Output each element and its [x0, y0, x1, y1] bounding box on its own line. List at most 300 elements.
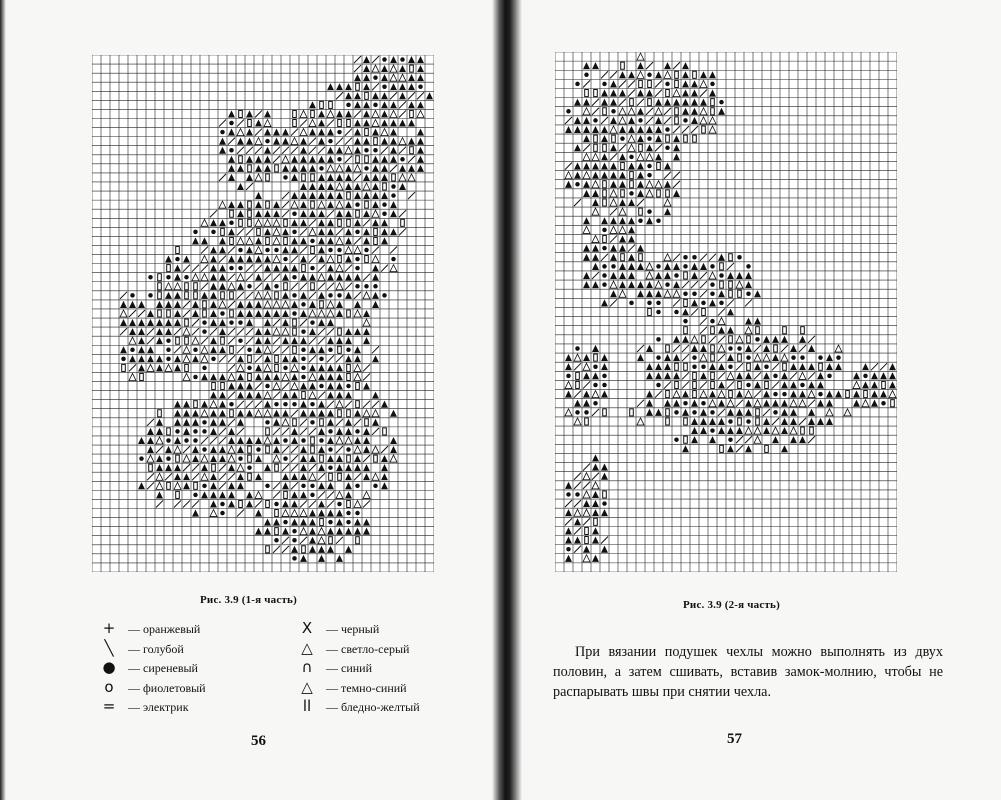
chart-stitch [765, 381, 769, 388]
chart-stitch [754, 391, 761, 398]
chart-stitch [130, 293, 135, 298]
chart-stitch [247, 348, 252, 353]
chart-stitch [291, 265, 298, 272]
chart-stitch [637, 162, 644, 169]
chart-stitch [201, 219, 208, 226]
chart-stitch [282, 210, 289, 217]
chart-stitch [399, 119, 406, 126]
chart-stitch [246, 174, 253, 181]
chart-stitch [282, 473, 289, 480]
chart-stitch [336, 301, 343, 308]
chart-stitch [327, 546, 334, 553]
chart-stitch [408, 119, 415, 126]
chart-stitch [247, 284, 252, 289]
chart-stitch [273, 519, 280, 526]
chart-stitch [329, 101, 333, 108]
chart-stitch [273, 546, 280, 553]
chart-stitch [327, 328, 334, 335]
chart-stitch [619, 172, 626, 179]
chart-stitch [736, 400, 743, 407]
chart-stitch [408, 174, 415, 181]
chart-stitch [646, 117, 653, 124]
chart-stitch [193, 493, 198, 498]
chart-stitch [201, 464, 208, 471]
chart-stitch [675, 71, 679, 78]
chart-stitch [229, 402, 234, 407]
chart-stitch [291, 373, 298, 380]
chart-stitch [237, 428, 244, 435]
chart-stitch [354, 292, 361, 299]
chart-stitch [835, 391, 842, 398]
chart-stitch [201, 274, 208, 281]
chart-stitch [192, 500, 199, 507]
chart-stitch [309, 147, 316, 154]
chart-stitch [754, 318, 761, 325]
chart-stitch [399, 110, 406, 117]
chart-stitch [602, 273, 607, 278]
chart-stitch [381, 174, 388, 181]
chart-stitch [165, 364, 172, 371]
chart-stitch [727, 372, 734, 379]
chart-stitch [246, 110, 253, 117]
chart-stitch [602, 383, 607, 388]
chart-stitch [692, 255, 697, 260]
chart-stitch [300, 519, 307, 526]
chart-stitch [266, 428, 270, 435]
chart-stitch [176, 337, 180, 344]
chart-stitch [345, 210, 352, 217]
chart-stitch [392, 174, 396, 181]
chart-stitch [275, 292, 279, 299]
chart-stitch [309, 328, 316, 335]
chart-stitch [309, 256, 316, 263]
chart-stitch [273, 201, 280, 208]
chart-stitch [664, 117, 671, 124]
chart-stitch [700, 381, 707, 388]
chart-stitch [156, 446, 163, 453]
chart-stitch [354, 346, 361, 353]
chart-stitch [390, 129, 397, 136]
chart-stitch [327, 510, 334, 517]
chart-stitch [390, 410, 397, 417]
chart-stitch [718, 290, 725, 297]
chart-stitch [282, 274, 289, 281]
chart-stitch [882, 381, 886, 388]
chart-stitch [592, 254, 599, 261]
chart-stitch [229, 320, 234, 325]
chart-stitch [228, 373, 235, 380]
chart-stitch [202, 366, 207, 371]
chart-stitch [201, 401, 208, 408]
chart-stitch [363, 83, 370, 90]
chart-stitch [628, 126, 635, 133]
chart-stitch [219, 410, 226, 417]
chart-stitch [246, 500, 253, 507]
chart-stitch [193, 375, 198, 380]
chart-stitch [345, 237, 352, 244]
chart-stitch [283, 456, 288, 461]
chart-stitch [210, 428, 217, 435]
chart-stitch [693, 135, 697, 142]
chart-stitch [318, 129, 325, 136]
chart-stitch [390, 65, 397, 72]
chart-stitch [655, 290, 662, 297]
chart-stitch [372, 192, 379, 199]
chart-stitch [363, 138, 370, 145]
chart-stitch [583, 172, 590, 179]
chart-stitch [129, 319, 136, 326]
chart-grid-right [555, 52, 897, 572]
chart-stitch [219, 464, 226, 471]
page-edge-shadow [0, 0, 6, 800]
chart-stitch [772, 400, 779, 407]
chart-stitch [574, 117, 581, 124]
chart-stitch [619, 99, 626, 106]
chart-stitch [664, 108, 671, 115]
chart-stitch [309, 364, 316, 371]
chart-stitch [183, 482, 190, 489]
chart-stitch [601, 71, 608, 78]
chart-stitch [264, 129, 271, 136]
chart-stitch [602, 501, 607, 506]
chart-stitch [381, 92, 388, 99]
chart-stitch [302, 174, 306, 181]
chart-stitch [655, 89, 662, 96]
chart-stitch [682, 381, 689, 388]
chart-stitch [754, 354, 761, 361]
chart-stitch [310, 320, 315, 325]
chart-stitch [329, 473, 333, 480]
chart-stitch [264, 328, 271, 335]
chart-stitch [354, 165, 361, 172]
chart-stitch [282, 192, 289, 199]
chart-stitch [219, 482, 226, 489]
chart-stitch [138, 346, 145, 353]
chart-stitch [310, 420, 315, 425]
chart-stitch [273, 301, 280, 308]
chart-stitch [700, 281, 707, 288]
chart-stitch [264, 156, 271, 163]
chart-stitch [693, 372, 697, 379]
chart-stitch [192, 446, 199, 453]
chart-stitch [282, 346, 289, 353]
chart-stitch [345, 419, 352, 426]
chart-stitch [300, 410, 307, 417]
chart-stitch [354, 119, 361, 126]
chart-stitch [327, 528, 334, 535]
chart-stitch [664, 254, 671, 261]
chart-stitch [255, 192, 262, 199]
chart-stitch [318, 473, 325, 480]
chart-stitch [372, 301, 379, 308]
chart-stitch [691, 436, 698, 443]
chart-stitch [363, 74, 370, 81]
chart-stitch [630, 409, 634, 416]
chart-stitch [292, 538, 297, 543]
chart-stitch [309, 119, 316, 126]
chart-stitch [790, 400, 797, 407]
chart-stitch [282, 383, 289, 390]
chart-stitch [381, 265, 388, 272]
chart-stitch [619, 108, 626, 115]
chart-stitch [574, 400, 581, 407]
chart-stitch [736, 445, 743, 452]
chart-stitch [273, 129, 280, 136]
chart-stitch [192, 410, 199, 417]
chart-stitch [237, 201, 244, 208]
chart-stitch [783, 363, 787, 370]
chart-stitch [372, 246, 379, 253]
chart-stitch [836, 355, 841, 360]
chart-stitch [363, 337, 370, 344]
chart-stitch [763, 427, 770, 434]
chart-stitch [291, 392, 298, 399]
chart-stitch [211, 357, 216, 362]
chart-stitch [147, 346, 154, 353]
chart-stitch [300, 210, 307, 217]
chart-stitch [363, 237, 370, 244]
chart-stitch [417, 165, 424, 172]
chart-stitch [365, 201, 369, 208]
chart-stitch [664, 372, 671, 379]
chart-stitch [293, 319, 297, 326]
chart-stitch [390, 92, 397, 99]
chart-stitch [346, 103, 351, 108]
chart-stitch [363, 455, 370, 462]
chart-stitch [846, 391, 850, 398]
chart-stitch [230, 237, 234, 244]
chart-stitch [390, 156, 397, 163]
chart-stitch [327, 265, 334, 272]
chart-stitch [327, 437, 334, 444]
knitting-chart-part-1 [92, 55, 434, 572]
chart-stitch [372, 419, 379, 426]
chart-stitch [592, 62, 599, 69]
chart-stitch [575, 410, 580, 415]
chart-stitch [363, 274, 370, 281]
chart-stitch [318, 256, 325, 263]
chart-stitch [320, 519, 324, 526]
chart-stitch [390, 210, 397, 217]
chart-stitch [255, 292, 262, 299]
chart-stitch [192, 301, 199, 308]
chart-stitch [210, 510, 217, 517]
chart-stitch [275, 165, 279, 172]
chart-stitch [619, 217, 626, 224]
chart-stitch [337, 248, 342, 253]
chart-stitch [729, 281, 733, 288]
chart-stitch [345, 355, 352, 362]
chart-stitch [372, 274, 379, 281]
chart-stitch [327, 419, 334, 426]
chart-stitch [292, 402, 297, 407]
chart-stitch [202, 329, 207, 334]
chart-stitch [291, 491, 298, 498]
chart-stitch [292, 311, 297, 316]
chart-stitch [727, 400, 734, 407]
chart-stitch [147, 482, 154, 489]
chart-stitch [720, 281, 724, 288]
chart-stitch [664, 400, 671, 407]
chart-stitch [238, 456, 243, 461]
chart-stitch [282, 265, 289, 272]
chart-stitch [291, 156, 298, 163]
chart-stitch [336, 138, 343, 145]
chart-stitch [747, 336, 751, 343]
chart-stitch [309, 455, 316, 462]
legend-item-lilac: ● — сиреневый [98, 658, 198, 676]
chart-stitch [228, 301, 235, 308]
chart-stitch [637, 53, 644, 60]
chart-stitch [282, 528, 289, 535]
legend-item-electric: = — электрик [98, 697, 189, 715]
chart-stitch [176, 246, 180, 253]
chart-stitch [399, 165, 406, 172]
chart-stitch [880, 363, 887, 370]
chart-stitch [666, 135, 670, 142]
chart-stitch [327, 500, 334, 507]
chart-stitch [264, 401, 271, 408]
chart-stitch [347, 219, 351, 226]
chart-stitch [291, 147, 298, 154]
chart-stitch [417, 129, 424, 136]
chart-stitch [808, 372, 815, 379]
chart-stitch [291, 301, 298, 308]
chart-stitch [210, 401, 217, 408]
chart-stitch [781, 409, 788, 416]
chart-stitch [345, 292, 352, 299]
chart-stitch [363, 364, 370, 371]
chart-stitch [210, 373, 217, 380]
chart-stitch [711, 108, 715, 115]
chart-stitch [718, 254, 725, 261]
chart-stitch [727, 308, 734, 315]
chart-stitch [336, 555, 343, 562]
chart-stitch [264, 319, 271, 326]
chart-stitch [646, 363, 653, 370]
chart-stitch [336, 446, 343, 453]
chart-stitch [300, 491, 307, 498]
chart-stitch [309, 537, 316, 544]
chart-stitch [583, 518, 590, 525]
chart-stitch [318, 346, 325, 353]
chart-stitch [174, 346, 181, 353]
chart-stitch [745, 281, 752, 288]
chart-stitch [619, 126, 626, 133]
chart-stitch [691, 108, 698, 115]
chart-stitch [665, 82, 670, 87]
chart-stitch [426, 92, 433, 99]
chart-stitch [185, 292, 189, 299]
chart-stitch [336, 392, 343, 399]
chart-stitch [363, 319, 370, 326]
x-icon: X [301, 619, 313, 637]
chart-stitch [347, 410, 351, 417]
chart-stitch [237, 119, 244, 126]
chart-stitch [619, 153, 626, 160]
chart-stitch [781, 336, 788, 343]
chart-stitch [345, 337, 352, 344]
chart-stitch [237, 482, 244, 489]
chart-stitch [147, 473, 154, 480]
chart-stitch [300, 510, 307, 517]
chart-stitch [147, 337, 154, 344]
chart-stitch [399, 101, 406, 108]
chart-stitch [255, 156, 262, 163]
chart-stitch [601, 126, 608, 133]
chart-stitch [256, 447, 261, 452]
chart-stitch [354, 301, 361, 308]
chart-stitch [628, 235, 635, 242]
chart-stitch [176, 491, 180, 498]
chart-stitch [300, 237, 307, 244]
chart-stitch [237, 401, 244, 408]
chart-stitch [291, 246, 298, 253]
chart-stitch [711, 327, 715, 334]
chart-stitch [381, 473, 388, 480]
chart-stitch [835, 363, 842, 370]
chart-stitch [619, 290, 626, 297]
page-number-left: 56 [251, 733, 266, 749]
chart-stitch [709, 400, 716, 407]
chart-stitch [318, 237, 325, 244]
chart-stitch [192, 419, 199, 426]
chart-stitch [381, 165, 388, 172]
chart-stitch [372, 92, 379, 99]
chart-stitch [574, 126, 581, 133]
chart-stitch [354, 65, 361, 72]
chart-stitch [336, 537, 343, 544]
chart-stitch [718, 409, 725, 416]
chart-stitch [201, 437, 208, 444]
chart-stitch [354, 92, 361, 99]
chart-stitch [710, 264, 715, 269]
chart-stitch [320, 419, 324, 426]
chart-stitch [745, 391, 752, 398]
chart-stitch [300, 274, 307, 281]
chart-stitch [700, 372, 707, 379]
chart-stitch [248, 446, 252, 453]
chart-stitch [709, 89, 716, 96]
chart-stitch [684, 418, 688, 425]
chart-stitch [585, 89, 589, 96]
chart-stitch [773, 410, 778, 415]
chart-stitch [601, 363, 608, 370]
chart-stitch [400, 57, 405, 62]
chart-stitch [709, 117, 716, 124]
chart-stitch [192, 455, 199, 462]
chart-stitch [255, 473, 262, 480]
chart-stitch [318, 392, 325, 399]
chart-stitch [592, 162, 599, 169]
chart-stitch [637, 172, 644, 179]
filled-dot-icon: ● [102, 658, 116, 676]
chart-stitch [264, 147, 271, 154]
chart-stitch [646, 372, 653, 379]
chart-stitch [192, 319, 199, 326]
chart-stitch [237, 228, 244, 235]
chart-stitch [264, 528, 271, 535]
chart-stitch [174, 274, 181, 281]
chart-stitch [727, 381, 734, 388]
chart-stitch [255, 364, 262, 371]
chart-stitch [327, 455, 334, 462]
chart-stitch [273, 346, 280, 353]
chart-stitch [603, 235, 607, 242]
legend-item-blue: ∩ — синий [296, 658, 372, 676]
chart-stitch [675, 108, 679, 115]
chart-stitch [175, 429, 180, 434]
